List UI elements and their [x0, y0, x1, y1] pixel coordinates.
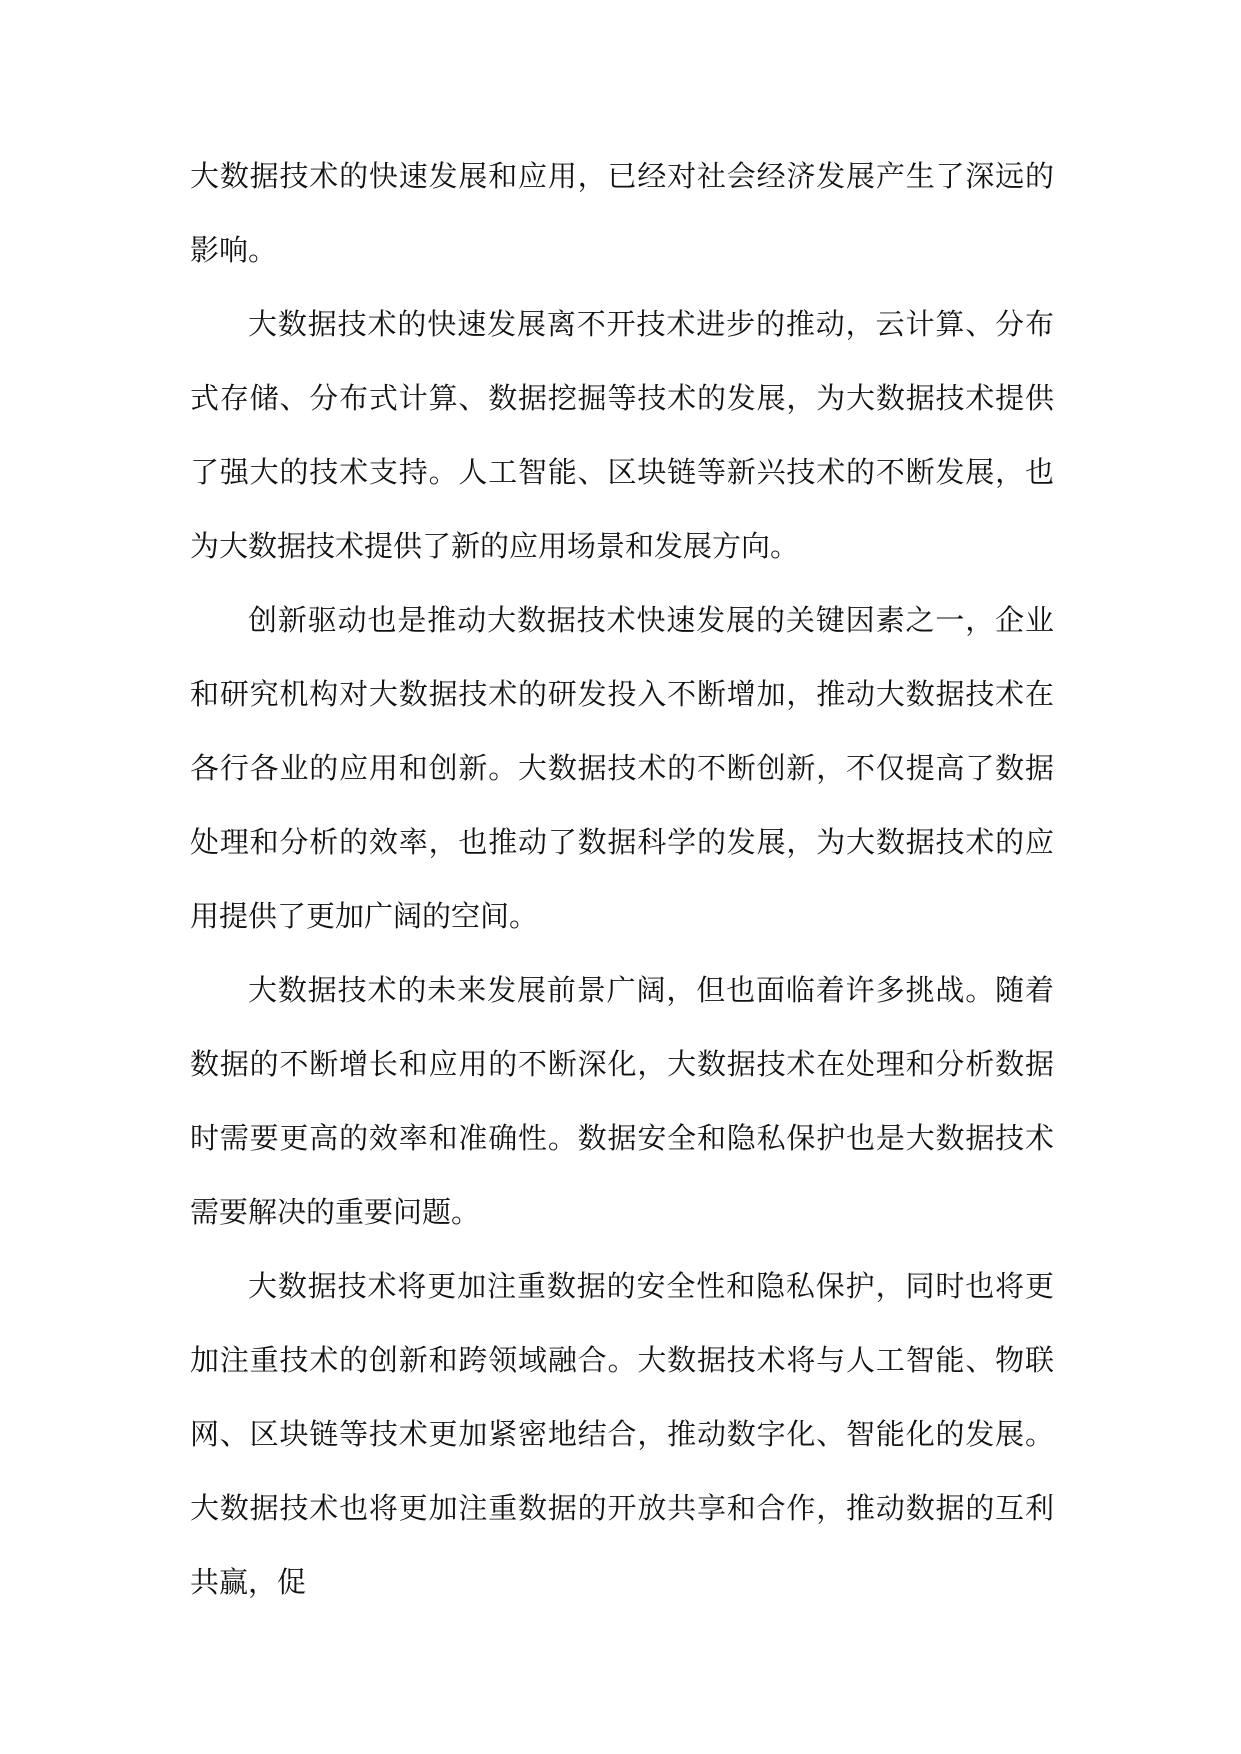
- document-page: [190, 139, 1054, 1619]
- paragraph-1: 大数据技术的快速发展和应用，已经对社会经济发展产生了深远的影响。: [190, 159, 1054, 267]
- paragraph-4: 大数据技术的未来发展前景广阔，但也面临着许多挑战。随着数据的不断增长和应用的不断深化，大数据技术在处理和分析数据时需要更高的效率和准确性。数据安全和隐私保护也是大数据技术需要解决的重要问题。: [190, 973, 1054, 1229]
- paragraph-3: 创新驱动也是推动大数据技术快速发展的关键因素之一，企业和研究机构对大数据技术的研发投入不断增加，推动大数据技术在各行各业的应用和创新。大数据技术的不断创新，不仅提高了数据处理和分析的效率，也推动了数据科学的发展，为大数据技术的应用提供了更加广阔的空间。: [190, 603, 1054, 933]
- paragraph-2: 大数据技术的快速发展离不开技术进步的推动，云计算、分布式存储、分布式计算、数据挖掘等技术的发展，为大数据技术提供了强大的技术支持。人工智能、区块链等新兴技术的不断发展，也为大数据技术提供了新的应用场景和发展方向。: [190, 307, 1054, 563]
- paragraph-5: 大数据技术将更加注重数据的安全性和隐私保护，同时也将更加注重技术的创新和跨领域融合。大数据技术将与人工智能、物联网、区块链等技术更加紧密地结合，推动数字化、智能化的发展。大数据技术也将更加注重数据的开放共享和合作，推动数据的互利共赢，促: [190, 1269, 1054, 1599]
